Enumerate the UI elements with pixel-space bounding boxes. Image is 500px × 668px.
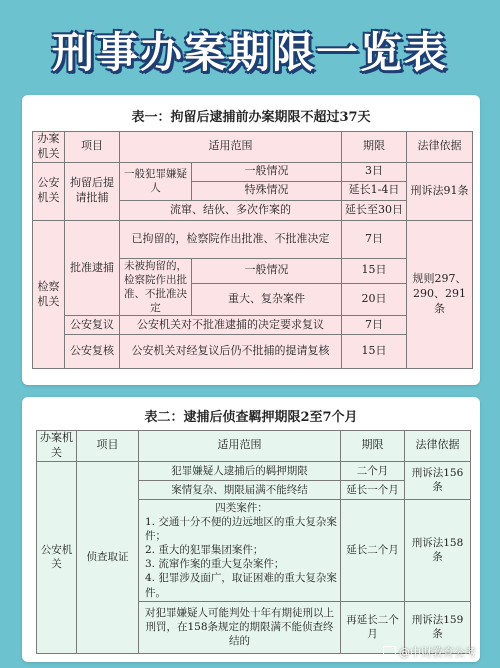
table1-header-row: [33, 132, 473, 163]
four-cases-heading: 四类案件：: [215, 501, 268, 514]
table2-agency: 公安机关: [37, 461, 77, 653]
suspect-cell: 一般犯罪嫌疑人: [120, 162, 192, 200]
detained-scope: 已拘留的，检察院作出批准、不批准决定: [120, 220, 342, 258]
row1-law: 刑诉法156条: [405, 461, 471, 499]
row2-term: 延长一个月: [341, 480, 405, 499]
four-cases-law: 刑诉法158条: [405, 499, 471, 601]
not-detained-scope: 未被拘留的，检察院作出批准、不批准决定: [120, 258, 192, 316]
table2: [36, 430, 471, 654]
police-agency: 公安机关: [33, 162, 65, 220]
last-scope: 对犯罪嫌疑人可能判处十年有期徒刑以上刑罚，在158条规定的期限满不能侦查终结的: [139, 601, 341, 653]
special-case: 特殊情况: [192, 181, 342, 200]
header-term: 期限: [341, 431, 405, 462]
four-case-item: 1. 交通十分不便的边远地区的重大复杂案件；: [145, 515, 337, 542]
review-scope: 公安机关对不批准逮捕的决定要求复议: [120, 316, 342, 335]
normal-term: 3日: [342, 162, 407, 181]
watermark-text: @中财教育公考: [399, 646, 476, 659]
table-row: [33, 162, 473, 181]
four-case-item: 4. 犯罪涉及面广，取证困难的重大复杂案件。: [145, 572, 337, 599]
header-scope: 适用范围: [120, 132, 342, 163]
normal-case: 一般情况: [192, 162, 342, 181]
procuratorate-law: 规则297、290、291条: [407, 220, 473, 369]
row1-scope: 犯罪嫌疑人逮捕后的羁押期限: [139, 461, 341, 480]
table2-item: 侦查取证: [77, 461, 139, 653]
table2-header-row: [37, 431, 471, 462]
watermark: [383, 644, 476, 660]
last-term: 再延长二个月: [341, 601, 405, 653]
page-title: 刑事办案期限一览表: [51, 28, 448, 77]
roaming-term: 延长至30日: [342, 200, 407, 220]
four-case-item: 2. 重大的犯罪集团案件；: [145, 544, 264, 557]
recheck-term: 15日: [342, 335, 407, 369]
table1-caption: 表一：拘留后逮捕前办案期限不超过37天: [131, 110, 371, 125]
table-row: [37, 461, 471, 480]
four-cases-scope: [139, 499, 341, 601]
header-agency: 办案机关: [37, 431, 77, 462]
police-item: 拘留后提请批捕: [65, 162, 120, 220]
table-row: [33, 220, 473, 258]
last-law: 刑诉法159条: [405, 601, 471, 653]
header-scope: 适用范围: [139, 431, 341, 462]
review-term: 7日: [342, 316, 407, 335]
camera-icon: [383, 646, 396, 657]
table1-card: [22, 95, 480, 385]
header-law: 法律依据: [407, 132, 473, 163]
row2-scope: 案情复杂、期限届满不能终结: [139, 480, 341, 499]
header-item: 项目: [65, 132, 120, 163]
detained-term: 7日: [342, 220, 407, 258]
roaming-case: 流窜、结伙、多次作案的: [120, 200, 342, 220]
major-case: 重大、复杂案件: [192, 284, 342, 316]
major-term: 20日: [342, 284, 407, 316]
recheck-item: 公安复核: [65, 335, 120, 369]
procuratorate-agency: 检察机关: [33, 220, 65, 369]
table2-card: [22, 397, 480, 662]
four-case-item: 3. 流窜作案的重大复杂案件；: [145, 558, 285, 571]
row1-term: 二个月: [341, 461, 405, 480]
special-term: 延长1-4日: [342, 181, 407, 200]
general-case: 一般情况: [192, 258, 342, 283]
general-term: 15日: [342, 258, 407, 283]
header-law: 法律依据: [405, 431, 471, 462]
header-item: 项目: [77, 431, 139, 462]
four-cases-term: 延长二个月: [341, 499, 405, 601]
police-law: 刑诉法91条: [407, 162, 473, 220]
table2-caption: 表二：逮捕后侦查羁押期限2至7个月: [144, 410, 358, 425]
header-term: 期限: [342, 132, 407, 163]
table1: [32, 131, 473, 369]
review-item: 公安复议: [65, 316, 120, 335]
header-agency: 办案机关: [33, 132, 65, 163]
procuratorate-item: 批准逮捕: [65, 220, 120, 316]
recheck-scope: 公安机关对经复议后仍不批捕的提请复核: [120, 335, 342, 369]
